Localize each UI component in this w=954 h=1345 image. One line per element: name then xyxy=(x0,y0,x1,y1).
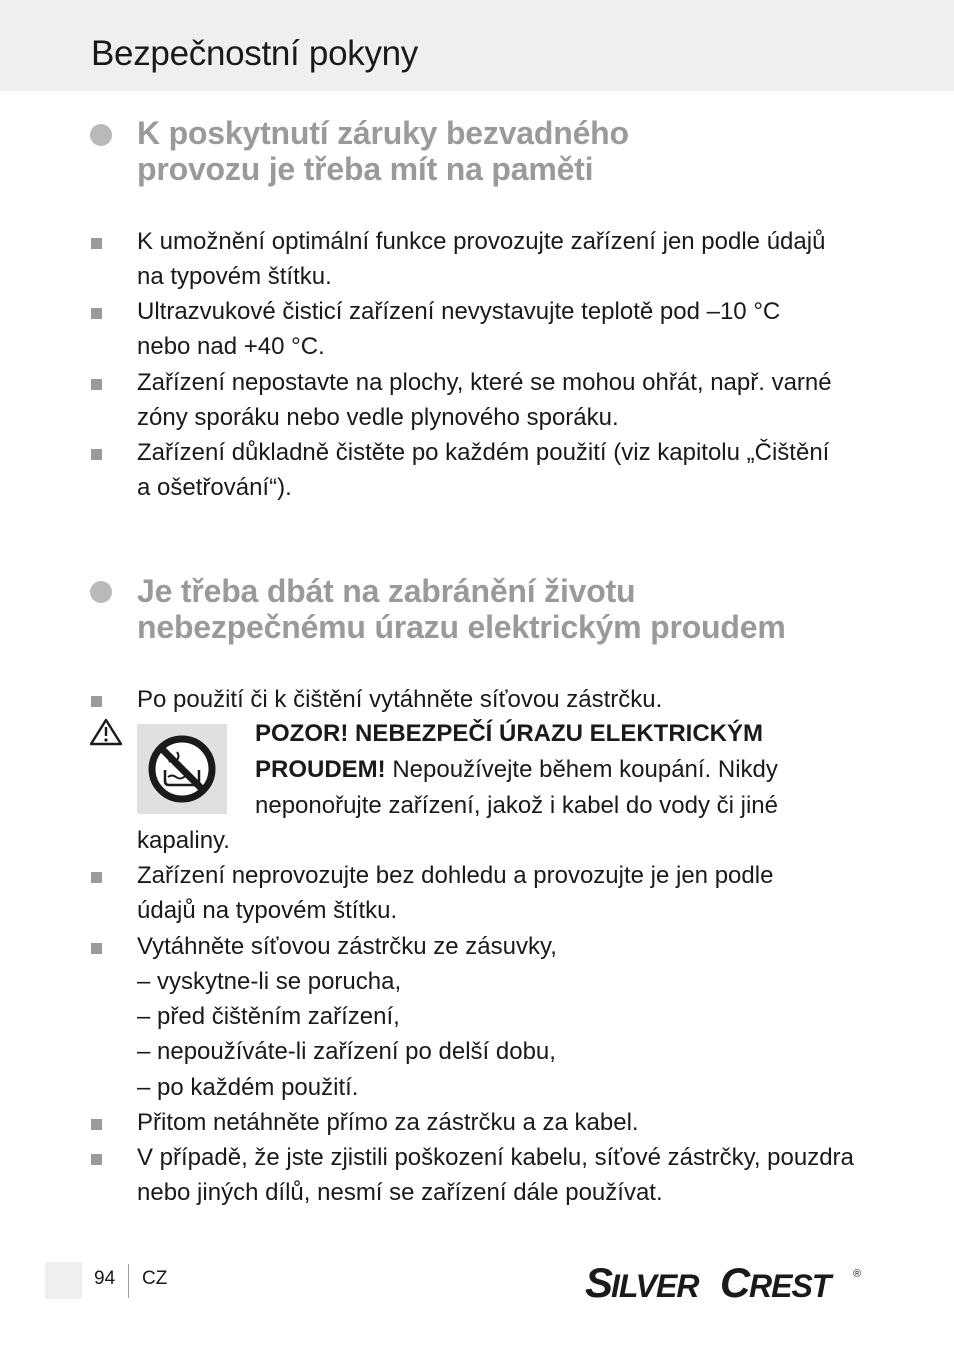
section-heading-line: nebezpečnému úrazu elektrickým proudem xyxy=(137,609,786,645)
no-bath-icon xyxy=(137,724,227,814)
warning-line xyxy=(255,752,778,787)
section-heading-line: provozu je třeba mít na paměti xyxy=(137,151,594,187)
list-bullet xyxy=(91,1154,102,1165)
list-bullet xyxy=(91,308,102,319)
section-heading-line: Je třeba dbát na zabránění životu xyxy=(137,573,636,609)
section-bullet xyxy=(90,581,112,603)
warning-text: Nepoužívejte během koupání. Nikdy xyxy=(385,756,778,783)
list-item-text: údajů na typovém štítku. xyxy=(137,897,398,924)
warning-text: kapaliny. xyxy=(137,827,230,854)
section-heading-line: K poskytnutí záruky bezvadného xyxy=(137,115,629,151)
footer-box xyxy=(45,1262,82,1299)
list-item-text: Přitom netáhněte přímo za zástrčku a za kabel. xyxy=(137,1109,639,1136)
svg-text:REST: REST xyxy=(749,1268,831,1304)
registered-mark: ® xyxy=(853,1268,862,1280)
section-bullet xyxy=(90,124,112,146)
svg-text:C: C xyxy=(720,1259,750,1306)
list-item-text: nebo nad +40 °C. xyxy=(137,333,325,360)
list-bullet xyxy=(91,238,102,249)
section-heading-1 xyxy=(137,115,629,187)
list-item-text: K umožnění optimální funkce provozujte zařízení jen podle údajů xyxy=(137,228,826,255)
section-heading-2 xyxy=(137,573,786,645)
list-item-text: Zařízení neprovozujte bez dohledu a provozujte je jen podle xyxy=(137,862,774,889)
list-item-text: Ultrazvukové čisticí zařízení nevystavujte teplotě pod –10 °C xyxy=(137,298,781,325)
svg-text:S: S xyxy=(585,1259,613,1306)
warning-text: neponořujte zařízení, jakož i kabel do vody či jiné xyxy=(255,792,778,819)
list-item-text: na typovém štítku. xyxy=(137,263,332,290)
sub-list-item: – po každém použití. xyxy=(137,1074,359,1101)
list-item-text: zóny sporáku nebo vedle plynového sporáku. xyxy=(137,404,619,431)
list-bullet xyxy=(91,943,102,954)
footer-divider xyxy=(128,1264,129,1298)
list-bullet xyxy=(91,449,102,460)
page-number: 94 xyxy=(94,1268,116,1289)
language-code: CZ xyxy=(142,1268,168,1289)
list-item-text: nebo jiných dílů, nesmí se zařízení dále používat. xyxy=(137,1179,663,1206)
list-bullet xyxy=(91,1119,102,1130)
brand-logo xyxy=(585,1255,865,1307)
list-item-text: a ošetřování“). xyxy=(137,474,292,501)
list-bullet xyxy=(91,379,102,390)
list-item-text: Po použití či k čištění vytáhněte síťovou zástrčku. xyxy=(137,686,663,713)
warning-title-text: POZOR! NEBEZPEČÍ ÚRAZU ELEKTRICKÝM xyxy=(255,720,764,747)
warning-title xyxy=(255,716,763,751)
warning-title-continued: PROUDEM! xyxy=(255,756,386,783)
sub-list-item: – nepoužíváte-li zařízení po delší dobu, xyxy=(137,1038,556,1065)
list-item-text: Zařízení nepostavte na plochy, které se mohou ohřát, např. varné xyxy=(137,369,832,396)
sub-list-item: – vyskytne-li se porucha, xyxy=(137,968,402,995)
warning-triangle-icon xyxy=(89,718,123,746)
list-bullet xyxy=(91,696,102,707)
svg-text:ILVER: ILVER xyxy=(611,1268,699,1304)
list-item-text: V případě, že jste zjistili poškození kabelu, síťové zástrčky, pouzdra xyxy=(137,1144,854,1171)
list-bullet xyxy=(91,872,102,883)
sub-list-item: – před čištěním zařízení, xyxy=(137,1003,400,1030)
list-item-text: Vytáhněte síťovou zástrčku ze zásuvky, xyxy=(137,933,557,960)
no-bath-pictogram xyxy=(137,724,227,814)
list-item-text: Zařízení důkladně čistěte po každém použití (viz kapitolu „Čištění xyxy=(137,439,830,466)
page-title: Bezpečnostní pokyny xyxy=(91,34,419,73)
